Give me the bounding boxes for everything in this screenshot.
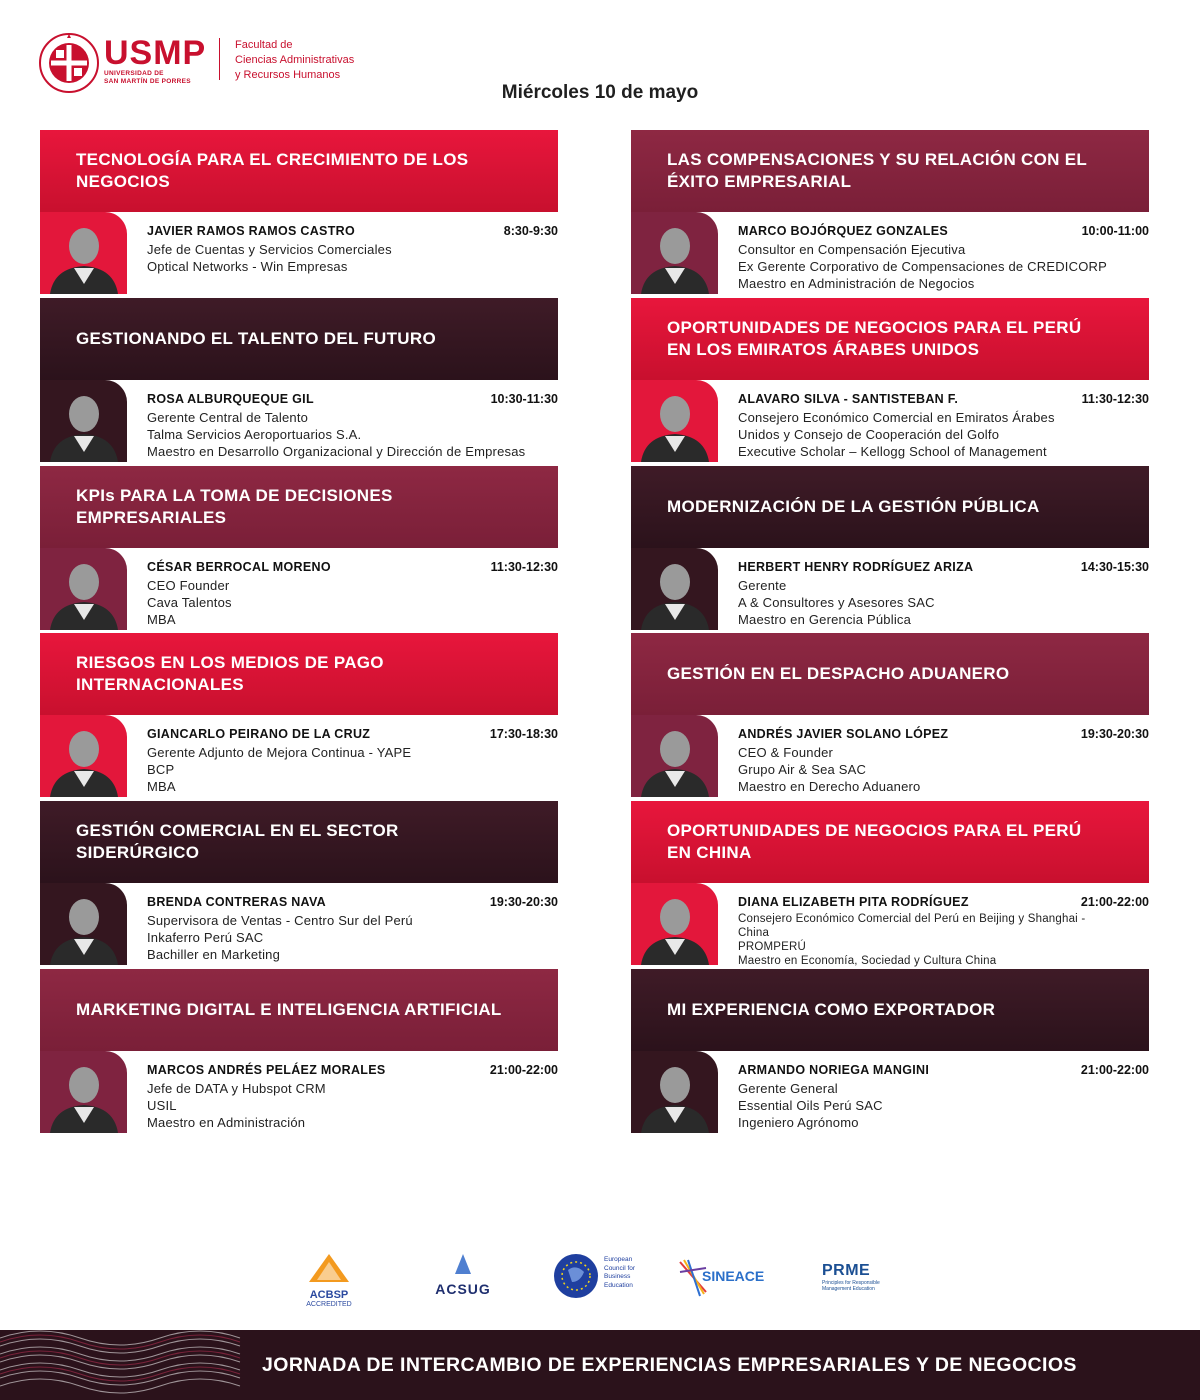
acsug-logo	[418, 1252, 508, 1297]
speaker-name: MARCO BOJÓRQUEZ GONZALES	[738, 224, 948, 238]
speaker-portrait-icon	[631, 883, 718, 965]
detail-line: Cava Talentos	[147, 595, 232, 610]
detail-line: Executive Scholar – Kellogg School of Management	[738, 444, 1047, 459]
brand-name: USMP	[104, 34, 207, 72]
speaker-name: MARCOS ANDRÉS PELÁEZ MORALES	[147, 1063, 386, 1077]
session-title-line-2: EN LOS EMIRATOS ÁRABES UNIDOS	[667, 340, 980, 359]
session-title	[76, 820, 399, 864]
session-time: 21:00-22:00	[489, 1063, 558, 1077]
decorative-waves	[0, 1322, 250, 1400]
acsug-label: ACSUG	[435, 1281, 491, 1297]
session-time: 21:00-22:00	[1080, 1063, 1149, 1077]
detail-line: Inkaferro Perú SAC	[147, 930, 264, 945]
detail-line: Consejero Económico Comercial del Perú en Beijing y Shanghai -	[738, 913, 1086, 925]
speaker-photo	[631, 548, 718, 630]
speaker-details	[738, 1080, 883, 1131]
session-title-line-2: EN CHINA	[667, 843, 752, 862]
session-title-line-2: EMPRESARIALES	[76, 508, 227, 527]
faculty-name	[235, 38, 354, 83]
brand-sub-1: UNIVERSIDAD DE	[104, 70, 164, 77]
speaker-name: ANDRÉS JAVIER SOLANO LÓPEZ	[738, 727, 949, 741]
acsug-emblem-icon	[451, 1252, 475, 1276]
speaker-details	[147, 744, 411, 795]
brand-sub-2: SAN MARTÍN DE PORRES	[104, 78, 191, 85]
speaker-photo	[40, 212, 127, 294]
session-card	[40, 298, 558, 464]
acbsp-sub: ACCREDITED	[306, 1301, 352, 1308]
session-banner	[40, 298, 558, 380]
session-banner	[40, 969, 558, 1051]
session-title-line-1: MARKETING DIGITAL E INTELIGENCIA ARTIFICIAL	[76, 1000, 502, 1019]
speaker-portrait-icon	[631, 1051, 718, 1133]
session-time: 10:00-11:00	[1081, 224, 1149, 238]
session-title-line-1: KPIs PARA LA TOMA DE DECISIONES	[76, 486, 393, 505]
speaker-photo	[40, 380, 127, 462]
session-title-line-1: GESTIÓN COMERCIAL EN EL SECTOR	[76, 821, 399, 840]
detail-line: Bachiller en Marketing	[147, 947, 281, 962]
detail-line: CEO & Founder	[738, 745, 834, 760]
speaker-details	[738, 577, 935, 628]
detail-line: Consultor en Compensación Ejecutiva	[738, 242, 966, 257]
speaker-photo	[40, 1051, 127, 1133]
session-title-line-1: MI EXPERIENCIA COMO EXPORTADOR	[667, 1000, 996, 1019]
session-card	[40, 633, 558, 799]
speaker-details	[147, 409, 525, 460]
session-card	[40, 969, 558, 1135]
brand-divider	[219, 38, 220, 80]
session-title-line-1: GESTIONANDO EL TALENTO DEL FUTURO	[76, 329, 436, 348]
detail-line: Maestro en Administración de Negocios	[738, 276, 975, 291]
session-card	[40, 466, 558, 632]
speaker-name: DIANA ELIZABETH PITA RODRÍGUEZ	[738, 895, 969, 909]
session-title-line-1: TECNOLOGÍA PARA EL CRECIMIENTO DE LOS	[76, 150, 469, 169]
session-title	[76, 485, 393, 529]
session-banner	[40, 801, 558, 883]
session-time: 19:30-20:30	[489, 895, 558, 909]
session-card	[631, 633, 1149, 799]
speaker-details	[738, 409, 1055, 460]
detail-line: Gerente	[738, 578, 787, 593]
accreditation-logos	[0, 1248, 1200, 1312]
speaker-portrait-icon	[631, 715, 718, 797]
session-card	[631, 130, 1149, 296]
speaker-name: CÉSAR BERROCAL MORENO	[147, 560, 331, 574]
detail-line: Consejero Económico Comercial en Emiratos Árabes	[738, 410, 1055, 425]
session-banner	[40, 130, 558, 212]
speaker-portrait-icon	[40, 1051, 127, 1133]
detail-line: Maestro en Derecho Aduanero	[738, 779, 921, 794]
session-time: 17:30-18:30	[489, 727, 558, 741]
session-title-line-1: MODERNIZACIÓN DE LA GESTIÓN PÚBLICA	[667, 497, 1040, 516]
session-banner	[631, 801, 1149, 883]
detail-line: Gerente Central de Talento	[147, 410, 309, 425]
session-title-line-2: SIDERÚRGICO	[76, 843, 200, 862]
speaker-portrait-icon	[40, 548, 127, 630]
speaker-photo	[631, 715, 718, 797]
detail-line: USIL	[147, 1098, 177, 1113]
speaker-portrait-icon	[40, 715, 127, 797]
speaker-portrait-icon	[631, 380, 718, 462]
speaker-name: BRENDA CONTRERAS NAVA	[147, 895, 326, 909]
speaker-details	[147, 241, 392, 275]
session-card	[40, 801, 558, 967]
session-title-line-2: NEGOCIOS	[76, 172, 171, 191]
session-title	[76, 652, 384, 696]
acbsp-emblem-icon	[305, 1252, 353, 1284]
detail-line: Grupo Air & Sea SAC	[738, 762, 867, 777]
footer-title: JORNADA DE INTERCAMBIO DE EXPERIENCIAS EMPRESARIALES Y DE NEGOCIOS	[262, 1354, 1077, 1376]
session-title-line-1: GESTIÓN EN EL DESPACHO ADUANERO	[667, 664, 1010, 683]
session-card	[631, 969, 1149, 1135]
session-title	[667, 999, 995, 1021]
session-banner	[631, 298, 1149, 380]
speaker-photo	[40, 548, 127, 630]
speaker-photo	[631, 883, 718, 965]
faculty-line-3: y Recursos Humanos	[235, 69, 341, 81]
event-date: Miércoles 10 de mayo	[501, 82, 699, 103]
detail-line: Ingeniero Agrónomo	[738, 1115, 859, 1130]
detail-line: A & Consultores y Asesores SAC	[738, 595, 935, 610]
speaker-photo	[40, 883, 127, 965]
speaker-details	[147, 1080, 326, 1131]
session-banner	[631, 130, 1149, 212]
detail-line: MBA	[147, 779, 176, 794]
session-time: 11:30-12:30	[490, 560, 558, 574]
session-title-line-1: RIESGOS EN LOS MEDIOS DE PAGO	[76, 653, 384, 672]
speaker-portrait-icon	[631, 212, 718, 294]
ecbe-line-3: Business	[604, 1273, 631, 1280]
session-title	[667, 496, 1040, 518]
ecbe-line-4: Education	[604, 1281, 633, 1289]
detail-line: Jefe de Cuentas y Servicios Comerciales	[147, 242, 392, 257]
session-banner	[40, 466, 558, 548]
europe-globe-icon	[552, 1252, 600, 1300]
session-banner	[40, 633, 558, 715]
detail-line: Talma Servicios Aeroportuarios S.A.	[147, 427, 362, 442]
session-title	[667, 663, 1009, 685]
speaker-photo	[631, 1051, 718, 1133]
detail-line: PROMPERÚ	[738, 941, 807, 953]
session-title-line-1: OPORTUNIDADES DE NEGOCIOS PARA EL PERÚ	[667, 821, 1082, 840]
detail-line: Jefe de DATA y Hubspot CRM	[147, 1081, 326, 1096]
speaker-name: ALAVARO SILVA - SANTISTEBAN F.	[738, 392, 959, 406]
detail-line: China	[738, 927, 770, 939]
detail-line: Maestro en Gerencia Pública	[738, 612, 912, 627]
session-title-line-1: OPORTUNIDADES DE NEGOCIOS PARA EL PERÚ	[667, 318, 1082, 337]
speaker-details	[738, 241, 1107, 292]
detail-line: Supervisora de Ventas - Centro Sur del Perú	[147, 913, 413, 928]
session-card	[631, 801, 1149, 967]
speaker-name: HERBERT HENRY RODRÍGUEZ ARIZA	[738, 560, 974, 574]
detail-line: Maestro en Economía, Sociedad y Cultura China	[738, 955, 997, 967]
session-title	[667, 149, 1087, 193]
ecbe-line-1: European	[604, 1256, 633, 1263]
detail-line: Gerente General	[738, 1081, 838, 1096]
speaker-portrait-icon	[631, 548, 718, 630]
session-time: 19:30-20:30	[1080, 727, 1149, 741]
speaker-photo	[631, 212, 718, 294]
session-time: 11:30-12:30	[1081, 392, 1149, 406]
speaker-details	[738, 912, 1085, 968]
detail-line: BCP	[147, 762, 175, 777]
speaker-portrait-icon	[40, 883, 127, 965]
speaker-details	[738, 744, 920, 795]
faculty-line-1: Facultad de	[235, 39, 293, 51]
detail-line: Optical Networks - Win Empresas	[147, 259, 348, 274]
detail-line: Unidos y Consejo de Cooperación del Golfo	[738, 427, 1000, 442]
session-time: 10:30-11:30	[490, 392, 558, 406]
prme-sub: Principles for Responsible Management Education	[822, 1280, 880, 1292]
speaker-name: GIANCARLO PEIRANO DE LA CRUZ	[147, 727, 371, 741]
session-title	[667, 317, 1081, 361]
detail-line: CEO Founder	[147, 578, 230, 593]
detail-line: Essential Oils Perú SAC	[738, 1098, 883, 1113]
session-title	[667, 820, 1081, 864]
session-card	[631, 466, 1149, 632]
sineace-label: SINEACE	[702, 1268, 765, 1284]
session-time: 21:00-22:00	[1080, 895, 1149, 909]
prme-logo	[822, 1262, 892, 1292]
session-time: 8:30-9:30	[503, 224, 558, 238]
speaker-name: ROSA ALBURQUEQUE GIL	[147, 392, 314, 406]
detail-line: Maestro en Desarrollo Organizacional y Dirección de Empresas	[147, 444, 526, 459]
speaker-portrait-icon	[40, 212, 127, 294]
detail-line: Ex Gerente Corporativo de Compensaciones de CREDICORP	[738, 259, 1107, 274]
brand-block	[104, 36, 206, 86]
speaker-name: ARMANDO NORIEGA MANGINI	[738, 1063, 930, 1077]
session-card	[631, 298, 1149, 464]
session-banner	[631, 969, 1149, 1051]
speaker-photo	[40, 715, 127, 797]
detail-line: MBA	[147, 612, 176, 627]
session-card	[40, 130, 558, 296]
detail-line: Maestro en Administración	[147, 1115, 306, 1130]
speaker-photo	[631, 380, 718, 462]
detail-line: Gerente Adjunto de Mejora Continua - YAPE	[147, 745, 412, 760]
session-time: 14:30-15:30	[1080, 560, 1149, 574]
session-title	[76, 999, 502, 1021]
acbsp-label: ACBSP	[309, 1289, 349, 1301]
speaker-name: JAVIER RAMOS RAMOS CASTRO	[147, 224, 355, 238]
session-title-line-2: ÉXITO EMPRESARIAL	[667, 172, 852, 191]
session-banner	[631, 466, 1149, 548]
speaker-portrait-icon	[40, 380, 127, 462]
ecbe-line-2: Council for	[604, 1264, 636, 1272]
session-title	[76, 328, 436, 350]
session-title-line-1: LAS COMPENSACIONES Y SU RELACIÓN CON EL	[667, 150, 1088, 169]
session-banner	[631, 633, 1149, 715]
acbsp-logo	[305, 1252, 353, 1308]
speaker-details	[147, 912, 413, 963]
session-title-line-2: INTERNACIONALES	[76, 675, 244, 694]
prme-label: PRME	[822, 1262, 871, 1279]
faculty-line-2: Ciencias Administrativas	[235, 54, 355, 66]
session-title	[76, 149, 468, 193]
speaker-details	[147, 577, 232, 628]
